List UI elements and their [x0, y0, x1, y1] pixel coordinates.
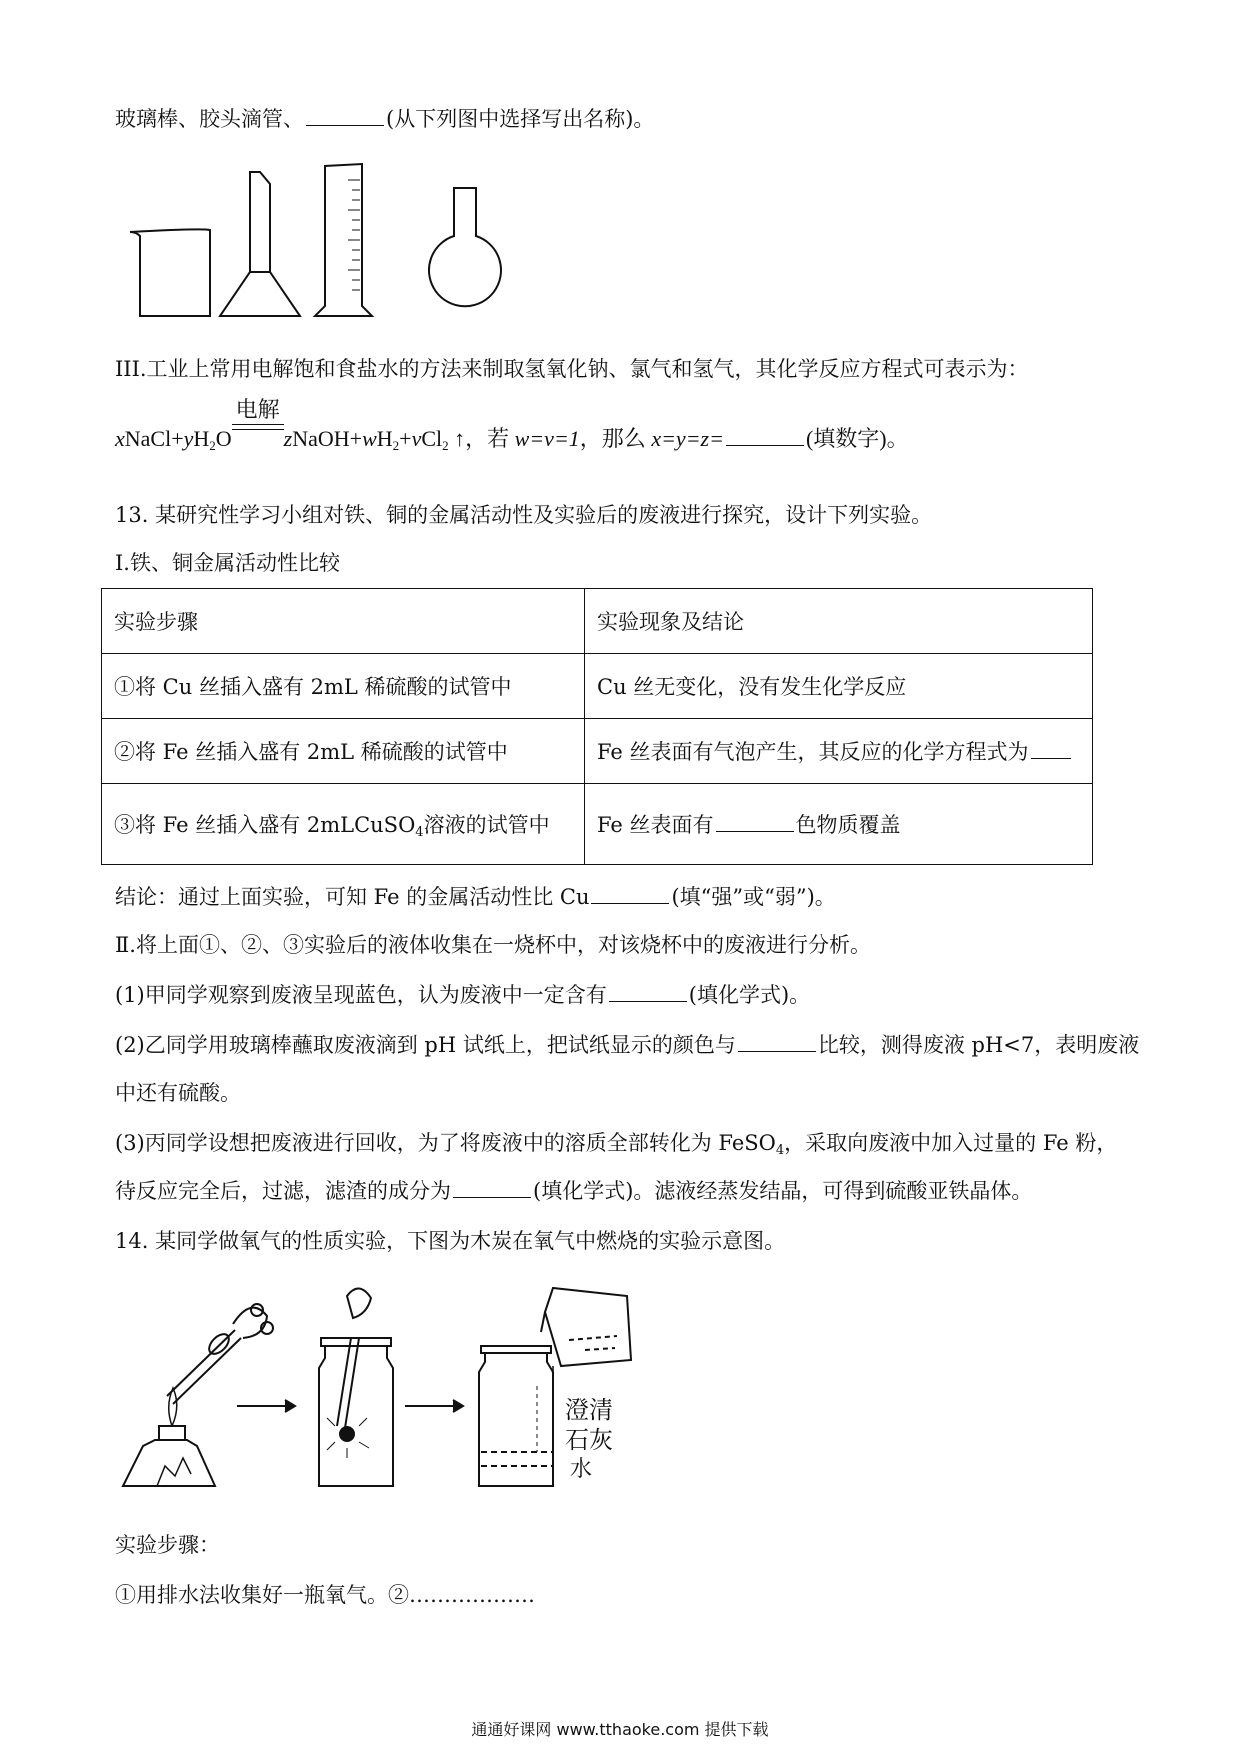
alcohol-lamp-icon [123, 1388, 215, 1486]
crucible-tongs-icon [167, 1304, 273, 1404]
s1-a: (1)甲同学观察到废液呈现蓝色，认为废液中一定含有 [115, 983, 607, 1007]
q13-s1 [115, 980, 810, 1010]
oxygen-bottle-icon [319, 1288, 393, 1486]
eq-condition: 电解 [235, 398, 280, 423]
answer-blank [609, 981, 687, 1002]
eq-h2-sub: 2 [392, 438, 400, 453]
q14-title: 14. 某同学做氧气的性质实验，下图为木炭在氧气中燃烧的实验示意图。 [115, 1229, 786, 1253]
answer-blank [306, 105, 384, 126]
part3-text: III.工业上常用电解饱和食盐水的方法来制取氢氧化钠、氯气和氢气，其化学反应方程式可表示为： [115, 357, 1029, 381]
q13-conclusion [115, 882, 836, 912]
conclusion-b: (填“强”或“弱”)。 [671, 885, 836, 909]
round-flask-icon [429, 188, 501, 306]
q13-s2 [115, 1030, 1139, 1060]
q13-s2-cont: 中还有硫酸。 [115, 1081, 241, 1105]
apparatus-figure [120, 160, 520, 320]
eq-w: w [362, 426, 377, 451]
beaker-icon [130, 229, 210, 316]
s3-a: (3)丙同学设想把废液进行回收，为了将废液中的溶质全部转化为 FeSO [115, 1131, 776, 1155]
table-cell: ②将 Fe 丝插入盛有 2mL 稀硫酸的试管中 [102, 719, 585, 784]
q13-title: 13. 某研究性学习小组对铁、铜的金属活动性及实验后的废液进行探究，设计下列实验。 [115, 503, 933, 527]
row2-text: Fe 丝表面有气泡产生，其反应的化学方程式为 [597, 740, 1029, 764]
line1-text: 玻璃棒、胶头滴管、 [115, 107, 304, 131]
eq-y: y [183, 426, 194, 451]
pouring-beaker-icon [541, 1288, 631, 1386]
eq-z: z [283, 426, 293, 451]
s3-d: (填化学式)。滤液经蒸发结晶，可得到硫酸亚铁晶体。 [533, 1179, 1033, 1203]
eq-h: H [193, 426, 210, 451]
page-footer: 通通好课网 www.tthaoke.com 提供下载 [471, 1720, 769, 1739]
q14-steps-title: 实验步骤： [115, 1533, 220, 1557]
table-cell [102, 784, 585, 865]
arrow-right-icon [237, 1400, 295, 1412]
eq-naoh: NaOH+ [292, 426, 363, 451]
funnel-icon [220, 172, 300, 316]
row3-left-sub: 4 [415, 824, 424, 840]
q13-part2: Ⅱ.将上面①、②、③实验后的液体收集在一烧杯中，对该烧杯中的废液进行分析。 [115, 933, 871, 957]
s3-sub: 4 [775, 1143, 785, 1158]
line-1 [115, 104, 654, 134]
eq-suffix: (填数字)。 [805, 426, 909, 451]
table-row [102, 589, 1093, 654]
line1-suffix: (从下列图中选择写出名称)。 [386, 107, 655, 131]
limewater-label-2: 石灰 [565, 1426, 613, 1454]
table-header-cell: 实验步骤 [102, 589, 585, 654]
answer-blank [1031, 738, 1071, 759]
eq-cond: w=v=1 [514, 426, 580, 451]
eq-nacl: NaCl+ [124, 426, 184, 451]
q13-part1: Ⅰ.铁、铜金属活动性比较 [115, 551, 340, 575]
equation [115, 398, 909, 461]
s3-b: ，采取向废液中加入过量的 Fe 粉， [784, 1131, 1118, 1155]
eq-o: O [215, 426, 232, 451]
answer-blank [738, 1031, 816, 1052]
answer-blank [591, 883, 669, 904]
eq-v: v [411, 426, 422, 451]
s2-b: 比较，测得废液 pH<7，表明废液 [817, 1033, 1140, 1057]
eq-cl-sub: 2 [442, 438, 449, 453]
s2-a: (2)乙同学用玻璃棒蘸取废液滴到 pH 试纸上，把试纸显示的颜色与 [115, 1033, 736, 1057]
answer-blank [726, 425, 804, 446]
q14-step1: ①用排水法收集好一瓶氧气。②……………… [115, 1583, 535, 1607]
row3-left-b: 溶液的试管中 [423, 812, 550, 837]
answer-blank [453, 1177, 531, 1198]
table-header-cell: 实验现象及结论 [585, 589, 1093, 654]
table-row [102, 784, 1093, 865]
graduated-cylinder-icon [315, 164, 372, 316]
eq-plus: + [399, 426, 412, 451]
q13-s3-cont [115, 1176, 1032, 1206]
table-row [102, 719, 1093, 784]
limewater-bottle-icon [479, 1346, 553, 1486]
eq-then: ，那么 [579, 426, 652, 451]
eq-h2o-sub: 2 [209, 438, 216, 453]
eq-ask: x=y=z= [651, 426, 724, 451]
eq-cl: Cl [421, 426, 443, 451]
table-row [102, 654, 1093, 719]
q13-s3 [115, 1128, 1117, 1166]
eq-condition-arrow [232, 398, 284, 446]
table-cell [585, 719, 1093, 784]
eq-arrow: ↑，若 [448, 426, 515, 451]
s1-b: (填化学式)。 [688, 983, 811, 1007]
answer-blank [716, 811, 794, 832]
row3-left-a: ③将 Fe 丝插入盛有 2mLCuSO [114, 812, 416, 837]
arrow-right-icon [405, 1400, 463, 1412]
table-cell: ①将 Cu 丝插入盛有 2mL 稀硫酸的试管中 [102, 654, 585, 719]
conclusion-a: 结论：通过上面实验，可知 Fe 的金属活动性比 Cu [115, 885, 590, 909]
experiment-table [101, 588, 1093, 865]
limewater-label-3: 水 [570, 1457, 593, 1482]
row3-right-b: 色物质覆盖 [795, 813, 901, 837]
eq-x: x [115, 426, 125, 451]
row3-right-a: Fe 丝表面有 [597, 813, 714, 837]
eq-h2: H [376, 426, 393, 451]
table-cell [585, 784, 1093, 865]
limewater-label-1: 澄清 [565, 1396, 613, 1424]
table-cell: Cu 丝无变化，没有发生化学反应 [585, 654, 1093, 719]
s3-c: 待反应完全后，过滤，滤渣的成分为 [115, 1179, 451, 1203]
